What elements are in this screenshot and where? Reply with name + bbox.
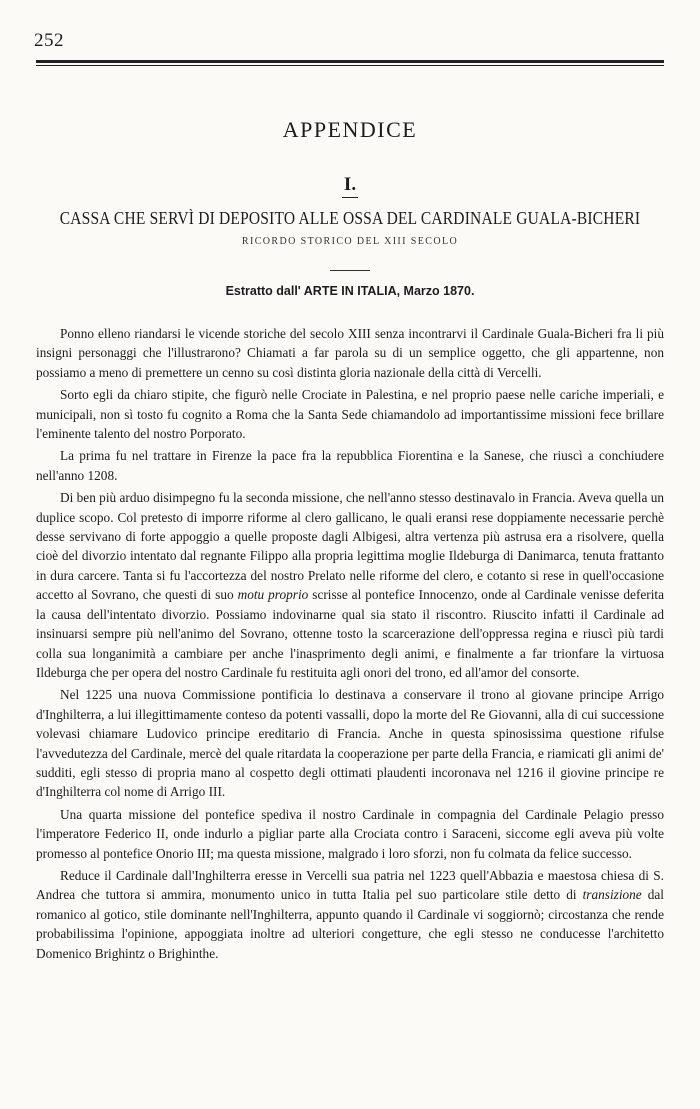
section-number: I. <box>343 174 357 195</box>
paragraph-7 <box>36 866 664 963</box>
section-number-underline <box>342 197 358 198</box>
paragraph-6: Una quarta missione del pontefice spediva il nostro Cardinale in compagnia del Cardinale Pelagio presso l'imperatore Federico II, onde indurlo a pigliar parte alla Crociata contro i Saraceni, siccome egli aveva più volte promesso al pontefice Onorio III; ma questa missione, malgrado i loro sforzi, non fu colmata da felice successo. <box>36 806 664 861</box>
divider-rule <box>330 270 370 271</box>
extract-prefix: Estratto dall' <box>225 284 304 298</box>
paragraph-4-italic: motu proprio <box>237 587 309 603</box>
paragraph-7-part-2: dal romanico al gotico, stile dominante nell'Inghilterra, appunto quando il Cardinale vi soggiornò; circostanza che rende probabilissima l'opinione, appoggiata inoltre ad ulteriori congetture, che egli stesso ne conducesse l'architetto Domenico Brighintz o Brighinthe. <box>36 887 664 961</box>
paragraph-7-part-1: Reduce il Cardinale dall'Inghilterra eresse in Vercelli sua patria nel 1223 quell'Abbazia e maestosa chiesa di S. Andrea che tuttora si ammira, monumento unico in tutta Italia pel suo particolare stile detto di <box>36 867 664 903</box>
section-title: CASSA CHE SERVÌ DI DEPOSITO ALLE OSSA DEL CARDINALE GUALA-BICHERI <box>59 209 641 229</box>
paragraph-4-part-1: Di ben più arduo disimpegno fu la seconda missione, che nell'anno stesso destinavalo in Francia. Aveva quella un duplice scopo. Col pretesto di imporre riforme al clero gallicano, le quali eransi rese doppiamente necessarie perchè desse servivano di forte appoggio a quelle proposte dagli Albigesi, altra vertenza più astrusa era a risolvere, quella cioè del divorzio intentato dal regnante Filippo alla propria legittima moglie Ildeburga di Danimarca, tenuta frattanto in dura carcere. Tanta si fu l'accortezza del nostro Prelato nelle riforme del clero, e cotanto si rese in quell'occasione accetto al Sovrano, che questi di suo <box>36 490 664 603</box>
header-rule <box>36 60 664 66</box>
paragraph-4 <box>36 488 664 682</box>
paragraph-2: Sorto egli da chiaro stipite, che figurò nelle Crociate in Palestina, e nel proprio paese nelle cariche imperiali, e municipali, non sì tosto fu cognito a Roma che la Santa Sede chiamandolo ad importantissime missioni fece brillare l'eminente talento del nostro Porporato. <box>36 387 664 442</box>
paragraph-4-part-2: scrisse al pontefice Innocenzo, onde al Cardinale venisse deferita la causa dell'intentato divorzio. Possiamo indovinarne qual sia stato il riscontro. Riuscito infatti il Cardinale ad insinuarsi sempre più nell'animo del Sovrano, ottenne tosto la scarcerazione dell'oppressa regina e riuscì più tardi colla sua longanimità a cambiare per anche l'inasprimento degli animi, e finalmente a far trionfare la virtuosa Ildeburga che per opera del nostro Cardinale fu restituita agli onori del trono, ed all'amor del consorte. <box>36 587 664 680</box>
paragraph-1: Ponno elleno riandarsi le vicende storiche del secolo XIII senza incontrarvi il Cardinale Guala-Bicheri fra li più insigni personaggi che l'illustrarono? Chiamati a far parola su di un semplice oggetto, che gli appartenne, non possiamo a meno di premettere un cenno su così distinta gloria nazionale della città di Vercelli. <box>36 326 664 380</box>
extract-source-line <box>0 284 700 298</box>
extract-source: ARTE IN ITALIA, <box>303 284 401 298</box>
extract-date: Marzo 1870. <box>400 284 475 298</box>
paragraph-7-italic: transizione <box>582 887 642 903</box>
appendix-title: APPENDICE <box>282 117 418 142</box>
page-number: 252 <box>34 30 64 51</box>
paragraph-3: La prima fu nel trattare in Firenze la pace fra la repubblica Fiorentina e la Sanese, che riuscì a conchiudere nell'anno 1208. <box>36 448 664 483</box>
section-subtitle: RICORDO STORICO DEL XIII SECOLO <box>241 236 459 247</box>
body-text <box>36 324 664 966</box>
paragraph-5: Nel 1225 una nuova Commissione pontificia lo destinava a conservare il trono al giovane principe Arrigo d'Inghilterra, a lui illegittimamente conteso da potenti vassalli, dopo la morte del Re Giovanni, alla di cui successione volevasi chiamare Ludovico principe ereditario di Francia. Anche in questa spinosissima questione rifulse l'avvedutezza del Cardinale, mercè del quale ritardata la cooperazione per parte della Francia, e riamicati gli animi de' sudditi, egli stesso di propria mano al cospetto degli ottimati plaudenti incoronava nel 1216 il giovine principe re d'Inghilterra col nome di Arrigo III. <box>36 687 664 800</box>
